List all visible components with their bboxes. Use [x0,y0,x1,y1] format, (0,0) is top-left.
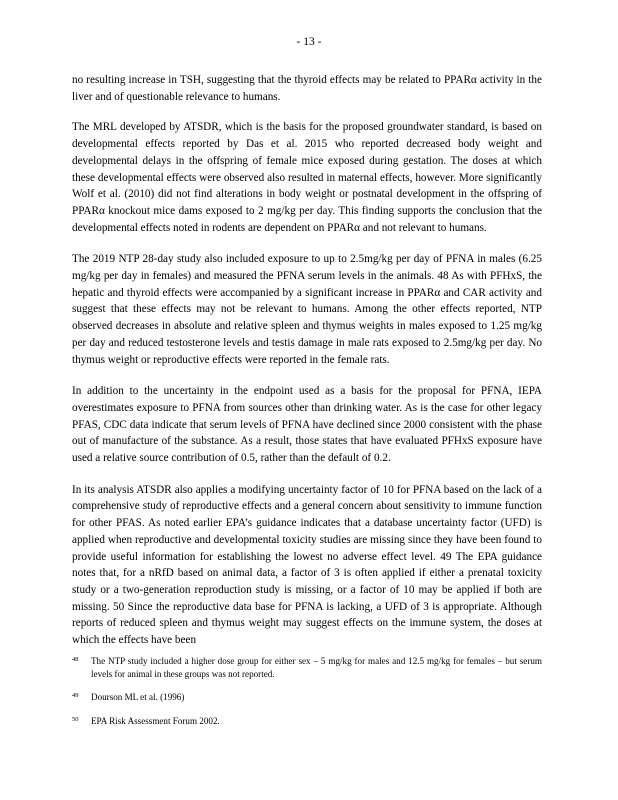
paragraph: In addition to the uncertainty in the endpoint used as a basis for the proposal for PFNA, IEPA overestimates exposure to PFNA from sources other than drinking water. As is the case for other legacy PFAS, CDC data indicate that serum levels of PFNA have declined since 2000 consistent with the phase out of manufacture of the substance. As a result, those states that have evaluated PFHxS exposure have used a relative source contribution of 0.5, rather than the default of 0.2. [72,385,542,465]
paragraph: In its analysis ATSDR also applies a modifying uncertainty factor of 10 for PFNA based on the lack of a comprehensive study of reproductive effects and a general concern about sensitivity to immune function for other PFAS. As noted earlier EPA’s guidance indicates that a database uncertainty factor (UFD) is applied when reproductive and developmental toxicity studies are missing since they have been found to provide useful information for establishing the lowest no adverse effect level. 49 The EPA guidance notes that, for a nRfD based on animal data, a factor of 3 is often applied if either a prenatal toxicity study or a two-generation reproduction study is missing, or a factor of 10 may be applied if both are missing. 50 Since the reproductive data base for PFNA is lacking, a UFD of 3 is appropriate. Although reports of reduced spleen and thymus weight may suggest effects on the immune system, the doses at which the effects have been [72,483,542,647]
paragraph: The 2019 NTP 28-day study also included exposure to up to 2.5mg/kg per day of PFNA in males (6.25 mg/kg per day in females) and measured the PFNA serum levels in the animals. 48 As with PFHxS, the hepatic and thyroid effects were accompanied by a significant increase in PPARα and CAR activity and suggest that these effects may not be relevant to humans. Among the other effects reported, NTP observed decreases in absolute and relative spleen and thymus weights in males exposed to 1.25 mg/kg per day and reduced testosterone levels and testis damage in male rats exposed to 2.5mg/kg per day. No thymus weight or reproductive effects were reported in the female rats. [72,253,542,366]
footnote-text: The NTP study included a higher dose group for either sex – 5 mg/kg for males and 12.5 mg/kg for females – but serum levels for animal in these groups was not reported. [91,656,542,680]
footnotes [72,655,542,738]
footnote-text: Dourson ML et al. (1996) [91,692,185,703]
paragraph: The MRL developed by ATSDR, which is the basis for the proposed groundwater standard, is based on developmental effects reported by Das et al. 2015 who reported decreased body weight and developmental delays in the offspring of female mice exposed during gestation. The doses at which these developmental effects were observed also resulted in maternal effects, however. More significantly Wolf et al. (2010) did not find alterations in body weight or postnatal development in the offspring of PPARα knockout mice dams exposed to 2 mg/kg per day. This finding supports the conclusion that the developmental effects noted in rodents are dependent on PPARα and not relevant to humans. [72,121,542,234]
footnote-number: 50 [72,715,79,723]
footnote-number: 49 [72,692,79,700]
footnote-text: EPA Risk Assessment Forum 2002. [91,715,220,726]
footnote [72,691,542,704]
footnote [72,655,542,681]
page-number: - 13 - [296,36,322,48]
footnote [72,715,542,728]
footnote-number: 48 [72,656,79,663]
body-text [72,72,542,664]
paragraph: no resulting increase in TSH, suggesting that the thyroid effects may be related to PPARα activity in the liver and of questionable relevance to humans. [72,74,542,103]
